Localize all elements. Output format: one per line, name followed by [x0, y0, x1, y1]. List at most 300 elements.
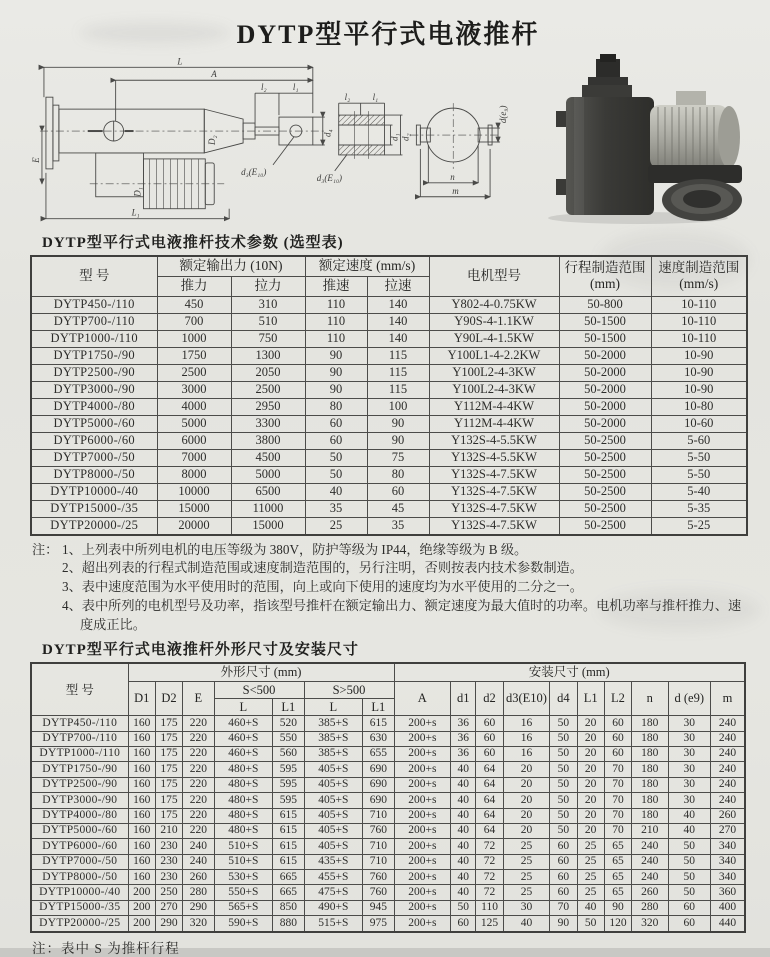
section-label-l1: l₁ [372, 92, 379, 103]
notes-block [30, 541, 746, 635]
table-row [31, 432, 747, 449]
value-cell: 115 [367, 381, 429, 398]
value-cell: 175 [155, 746, 182, 761]
value-cell: 50-2000 [559, 398, 651, 415]
value-cell: 490+S [304, 900, 363, 915]
value-cell: 50 [550, 808, 577, 823]
value-cell: 460+S [214, 716, 273, 731]
value-cell: 760 [363, 823, 394, 838]
speed-range-label: 速度制造范围 [658, 259, 740, 275]
value-cell: Y100L2-4-3KW [429, 364, 559, 381]
value-cell: 60 [476, 716, 503, 731]
value-cell: 5-40 [651, 483, 747, 500]
col-s-gt-500: S>500 [304, 681, 394, 698]
value-cell: Y802-4-0.75KW [429, 296, 559, 313]
value-cell: 60 [604, 731, 631, 746]
value-cell: 160 [128, 870, 155, 885]
model-cell: DYTP1750-/90 [31, 762, 128, 777]
value-cell: 50-2500 [559, 517, 651, 535]
value-cell: 80 [367, 466, 429, 483]
value-cell: 50-2500 [559, 449, 651, 466]
value-cell: Y132S-4-7.5KW [429, 466, 559, 483]
value-cell: 50-2000 [559, 415, 651, 432]
value-cell: 180 [632, 793, 668, 808]
stroke-range-label: 行程制造范围 [564, 259, 646, 275]
value-cell: 10-90 [651, 364, 747, 381]
value-cell: Y100L2-4-3KW [429, 381, 559, 398]
value-cell: 50 [550, 823, 577, 838]
product-photo [508, 53, 746, 230]
value-cell: 115 [367, 347, 429, 364]
table-row [31, 793, 745, 808]
col-L1: L1 [577, 681, 604, 716]
value-cell: 50 [550, 762, 577, 777]
value-cell: 30 [668, 716, 710, 731]
value-cell: 480+S [214, 777, 273, 792]
value-cell: 200 [128, 885, 155, 900]
table1-caption: DYTP型平行式电液推杆技术参数 (选型表) [42, 235, 344, 251]
note-item: 2、超出列表的行程式制造范围或速度制造范围的，另行注明，否则按表内技术参数制造。 [62, 560, 583, 576]
table-row [31, 731, 745, 746]
value-cell: 160 [128, 823, 155, 838]
section-label-d1: d₁ [389, 133, 400, 141]
value-cell: 160 [128, 808, 155, 823]
value-cell: 240 [183, 854, 214, 869]
value-cell: 50-1500 [559, 313, 651, 330]
value-cell: 160 [128, 777, 155, 792]
value-cell: 6500 [231, 483, 305, 500]
value-cell: 615 [273, 823, 304, 838]
table-row [31, 762, 745, 777]
value-cell: 25 [577, 870, 604, 885]
value-cell: 460+S [214, 746, 273, 761]
value-cell: 16 [503, 716, 550, 731]
col-L1-lt: L1 [273, 698, 304, 715]
value-cell: 200+s [394, 731, 451, 746]
value-cell: 615 [273, 808, 304, 823]
value-cell: 180 [632, 716, 668, 731]
value-cell: 4000 [157, 398, 231, 415]
value-cell: 60 [668, 916, 710, 932]
value-cell: 90 [305, 364, 367, 381]
col-pull-force: 拉力 [231, 276, 305, 296]
value-cell: 180 [632, 762, 668, 777]
value-cell: 50-2500 [559, 483, 651, 500]
value-cell: 20 [577, 716, 604, 731]
value-cell: 40 [668, 823, 710, 838]
value-cell: 710 [363, 839, 394, 854]
value-cell: 200+s [394, 900, 451, 915]
value-cell: 200+s [394, 777, 451, 792]
value-cell: 360 [710, 885, 745, 900]
value-cell: 240 [710, 762, 745, 777]
value-cell: 90 [305, 381, 367, 398]
value-cell: 710 [363, 854, 394, 869]
value-cell: 175 [155, 808, 182, 823]
value-cell: 700 [157, 313, 231, 330]
value-cell: 40 [451, 777, 476, 792]
value-cell: Y100L1-4-2.2KW [429, 347, 559, 364]
col-d3: d3(E10) [503, 681, 550, 716]
col-L-gt: L [304, 698, 363, 715]
table-row [31, 916, 745, 932]
value-cell: 160 [128, 793, 155, 808]
value-cell: 1300 [231, 347, 305, 364]
value-cell: 65 [604, 870, 631, 885]
value-cell: 690 [363, 762, 394, 777]
dim-label-L: L [177, 56, 183, 67]
value-cell: 60 [451, 916, 476, 932]
value-cell: 50 [668, 885, 710, 900]
value-cell: 440 [710, 916, 745, 932]
value-cell: 230 [155, 870, 182, 885]
value-cell: 140 [367, 296, 429, 313]
value-cell: 50 [451, 900, 476, 915]
footnote [32, 937, 746, 957]
model-cell: DYTP10000-/40 [31, 483, 157, 500]
value-cell: 400 [710, 900, 745, 915]
table-row [31, 746, 745, 761]
value-cell: 10-80 [651, 398, 747, 415]
value-cell: 60 [550, 885, 577, 900]
value-cell: 30 [668, 746, 710, 761]
value-cell: 480+S [214, 808, 273, 823]
value-cell: 200+s [394, 870, 451, 885]
value-cell: 270 [155, 900, 182, 915]
stroke-range-unit: (mm) [590, 276, 620, 292]
value-cell: Y112M-4-4KW [429, 415, 559, 432]
value-cell: 50-2500 [559, 432, 651, 449]
footnote-text: 表中 S 为推杆行程 [61, 940, 180, 956]
value-cell: 280 [632, 900, 668, 915]
value-cell: 25 [503, 885, 550, 900]
model-cell: DYTP3000-/90 [31, 381, 157, 398]
value-cell: 760 [363, 885, 394, 900]
value-cell: 15000 [157, 500, 231, 517]
value-cell: 3000 [157, 381, 231, 398]
value-cell: 140 [367, 313, 429, 330]
value-cell: 200+s [394, 839, 451, 854]
value-cell: 200+s [394, 808, 451, 823]
value-cell: 475+S [304, 885, 363, 900]
value-cell: 90 [305, 347, 367, 364]
value-cell: 20 [503, 777, 550, 792]
value-cell: 50-800 [559, 296, 651, 313]
value-cell: 210 [632, 823, 668, 838]
value-cell: 110 [476, 900, 503, 915]
value-cell: 180 [632, 746, 668, 761]
model-cell: DYTP7000-/50 [31, 449, 157, 466]
value-cell: 10-60 [651, 415, 747, 432]
value-cell: 2050 [231, 364, 305, 381]
value-cell: 50 [550, 793, 577, 808]
value-cell: 125 [476, 916, 503, 932]
dim-label-E: E [30, 157, 41, 163]
model-cell: DYTP1000-/110 [31, 330, 157, 347]
value-cell: 20 [503, 793, 550, 808]
value-cell: 35 [367, 517, 429, 535]
value-cell: 50 [577, 916, 604, 932]
value-cell: 690 [363, 777, 394, 792]
value-cell: 530+S [214, 870, 273, 885]
value-cell: 550+S [214, 885, 273, 900]
value-cell: 110 [305, 313, 367, 330]
value-cell: 480+S [214, 762, 273, 777]
value-cell: 290 [183, 900, 214, 915]
value-cell: 8000 [157, 466, 231, 483]
value-cell: 160 [128, 854, 155, 869]
dim-label-l2: l₂ [261, 82, 267, 93]
value-cell: 50-2000 [559, 364, 651, 381]
value-cell: 72 [476, 839, 503, 854]
value-cell: 10-90 [651, 347, 747, 364]
value-cell: 20 [577, 823, 604, 838]
value-cell: 25 [305, 517, 367, 535]
col-speed-range [651, 256, 747, 296]
note-item: 1、上列表中所列电机的电压等级为 380V，防护等级为 IP44，绝缘等级为 B 级。 [62, 541, 528, 557]
value-cell: Y90S-4-1.1KW [429, 313, 559, 330]
value-cell: 450 [157, 296, 231, 313]
value-cell: 60 [550, 839, 577, 854]
value-cell: 220 [183, 777, 214, 792]
value-cell: 5000 [157, 415, 231, 432]
col-A: A [394, 681, 451, 716]
table-row [31, 398, 747, 415]
value-cell: 30 [503, 900, 550, 915]
value-cell: 30 [668, 762, 710, 777]
value-cell: 750 [231, 330, 305, 347]
model-cell: DYTP8000-/50 [31, 870, 128, 885]
endview-label-n: n [450, 171, 455, 182]
value-cell: 70 [604, 793, 631, 808]
value-cell: 175 [155, 716, 182, 731]
value-cell: 36 [451, 746, 476, 761]
value-cell: 64 [476, 777, 503, 792]
col-model: 型 号 [31, 256, 157, 296]
value-cell: 270 [710, 823, 745, 838]
model-cell: DYTP4000-/80 [31, 398, 157, 415]
value-cell: 880 [273, 916, 304, 932]
model-cell: DYTP3000-/90 [31, 793, 128, 808]
col-outline-dims: 外形尺寸 (mm) [128, 663, 394, 681]
value-cell: 60 [305, 415, 367, 432]
value-cell: 520 [273, 716, 304, 731]
value-cell: 240 [710, 716, 745, 731]
value-cell: 40 [451, 885, 476, 900]
value-cell: 240 [632, 839, 668, 854]
value-cell: 25 [503, 839, 550, 854]
model-cell: DYTP10000-/40 [31, 885, 128, 900]
value-cell: 1750 [157, 347, 231, 364]
value-cell: 50 [550, 746, 577, 761]
table-row [31, 900, 745, 915]
dim-label-A: A [211, 69, 217, 80]
footnote-prefix: 注： [32, 940, 61, 956]
value-cell: 565+S [214, 900, 273, 915]
value-cell: 200+s [394, 716, 451, 731]
value-cell: 655 [363, 746, 394, 761]
dim-label-l1: l₁ [292, 82, 299, 93]
model-cell: DYTP15000-/35 [31, 500, 157, 517]
table-row [31, 296, 747, 313]
value-cell: 20 [577, 777, 604, 792]
value-cell: 480+S [214, 823, 273, 838]
value-cell: 200 [128, 916, 155, 932]
value-cell: 220 [183, 731, 214, 746]
value-cell: 200+s [394, 916, 451, 932]
value-cell: 30 [668, 793, 710, 808]
model-cell: DYTP700-/110 [31, 731, 128, 746]
value-cell: 72 [476, 854, 503, 869]
value-cell: 50 [668, 870, 710, 885]
value-cell: 60 [305, 432, 367, 449]
value-cell: 80 [305, 398, 367, 415]
dim-label-L1: L₁ [131, 207, 140, 218]
value-cell: 20 [577, 808, 604, 823]
value-cell: 36 [451, 731, 476, 746]
value-cell: 40 [503, 916, 550, 932]
value-cell: 50-2000 [559, 347, 651, 364]
value-cell: 175 [155, 777, 182, 792]
table-row [31, 381, 747, 398]
model-cell: DYTP700-/110 [31, 313, 157, 330]
value-cell: Y132S-4-7.5KW [429, 517, 559, 535]
model-cell: DYTP20000-/25 [31, 916, 128, 932]
value-cell: 64 [476, 793, 503, 808]
value-cell: 120 [604, 916, 631, 932]
value-cell: 220 [183, 823, 214, 838]
value-cell: 2500 [157, 364, 231, 381]
table-row [31, 330, 747, 347]
value-cell: 180 [632, 731, 668, 746]
value-cell: 11000 [231, 500, 305, 517]
note-item: 3、表中速度范围为水平使用时的范围，向上或向下使用的速度均为水平使用的二分之一。 [62, 579, 583, 595]
value-cell: 320 [632, 916, 668, 932]
value-cell: 615 [273, 854, 304, 869]
model-cell: DYTP5000-/60 [31, 823, 128, 838]
value-cell: 290 [155, 916, 182, 932]
value-cell: 760 [363, 870, 394, 885]
value-cell: 5000 [231, 466, 305, 483]
value-cell: 260 [632, 885, 668, 900]
value-cell: 70 [550, 900, 577, 915]
table-row [31, 347, 747, 364]
value-cell: 3300 [231, 415, 305, 432]
value-cell: 25 [577, 854, 604, 869]
value-cell: 405+S [304, 777, 363, 792]
col-s-lt-500: S<500 [214, 681, 304, 698]
value-cell: 115 [367, 364, 429, 381]
value-cell: 220 [183, 762, 214, 777]
model-cell: DYTP15000-/35 [31, 900, 128, 915]
value-cell: 20 [577, 746, 604, 761]
col-model: 型 号 [31, 663, 128, 715]
model-cell: DYTP7000-/50 [31, 854, 128, 869]
value-cell: 160 [128, 762, 155, 777]
value-cell: 50 [668, 839, 710, 854]
notes-prefix: 注： [32, 541, 59, 557]
value-cell: 260 [710, 808, 745, 823]
value-cell: 5-60 [651, 432, 747, 449]
value-cell: 60 [550, 854, 577, 869]
col-d-e9: d (e9) [668, 681, 710, 716]
model-cell: DYTP450-/110 [31, 716, 128, 731]
value-cell: 15000 [231, 517, 305, 535]
value-cell: 40 [451, 839, 476, 854]
value-cell: 510+S [214, 854, 273, 869]
value-cell: 110 [305, 330, 367, 347]
value-cell: 20 [503, 762, 550, 777]
value-cell: 64 [476, 762, 503, 777]
value-cell: 50 [305, 449, 367, 466]
col-E: E [183, 681, 214, 716]
value-cell: 40 [451, 762, 476, 777]
table-row [31, 870, 745, 885]
value-cell: 40 [451, 808, 476, 823]
value-cell: 220 [183, 716, 214, 731]
value-cell: 90 [367, 432, 429, 449]
value-cell: 20 [577, 762, 604, 777]
table-row [31, 415, 747, 432]
value-cell: 975 [363, 916, 394, 932]
model-cell: DYTP4000-/80 [31, 808, 128, 823]
value-cell: 240 [710, 777, 745, 792]
value-cell: 510 [231, 313, 305, 330]
value-cell: 35 [305, 500, 367, 517]
value-cell: 2950 [231, 398, 305, 415]
value-cell: 20 [577, 731, 604, 746]
table2-caption: DYTP型平行式电液推杆外形尺寸及安装尺寸 [42, 642, 359, 659]
col-push-force: 推力 [157, 276, 231, 296]
table-row [31, 517, 747, 535]
value-cell: 25 [503, 870, 550, 885]
value-cell: 230 [155, 854, 182, 869]
value-cell: 16 [503, 731, 550, 746]
value-cell: Y112M-4-4KW [429, 398, 559, 415]
col-stroke-range [559, 256, 651, 296]
value-cell: 240 [632, 870, 668, 885]
note-item: 4、表中所列的电机型号及功率，指该型号推杆在额定输出力、额定速度为最大值时的功率。电机功率与推杆推力、速度成正比。 [62, 597, 742, 632]
value-cell: 60 [476, 746, 503, 761]
value-cell: 50-1500 [559, 330, 651, 347]
col-rated-speed: 额定速度 (mm/s) [305, 256, 429, 276]
col-L-lt: L [214, 698, 273, 715]
value-cell: 36 [451, 716, 476, 731]
col-push-speed: 推速 [305, 276, 367, 296]
table-row [31, 823, 745, 838]
value-cell: 690 [363, 793, 394, 808]
value-cell: 90 [604, 900, 631, 915]
value-cell: 40 [577, 900, 604, 915]
value-cell: 50-2000 [559, 381, 651, 398]
value-cell: 60 [604, 746, 631, 761]
value-cell: 850 [273, 900, 304, 915]
value-cell: 240 [632, 854, 668, 869]
table-row [31, 854, 745, 869]
value-cell: 630 [363, 731, 394, 746]
table-row [31, 483, 747, 500]
value-cell: 160 [128, 746, 155, 761]
value-cell: 175 [155, 762, 182, 777]
value-cell: 160 [128, 839, 155, 854]
value-cell: 25 [503, 854, 550, 869]
value-cell: 20 [503, 823, 550, 838]
model-cell: DYTP6000-/60 [31, 839, 128, 854]
value-cell: 240 [710, 793, 745, 808]
dimensions-table [30, 662, 746, 932]
value-cell: 72 [476, 885, 503, 900]
value-cell: 5-35 [651, 500, 747, 517]
